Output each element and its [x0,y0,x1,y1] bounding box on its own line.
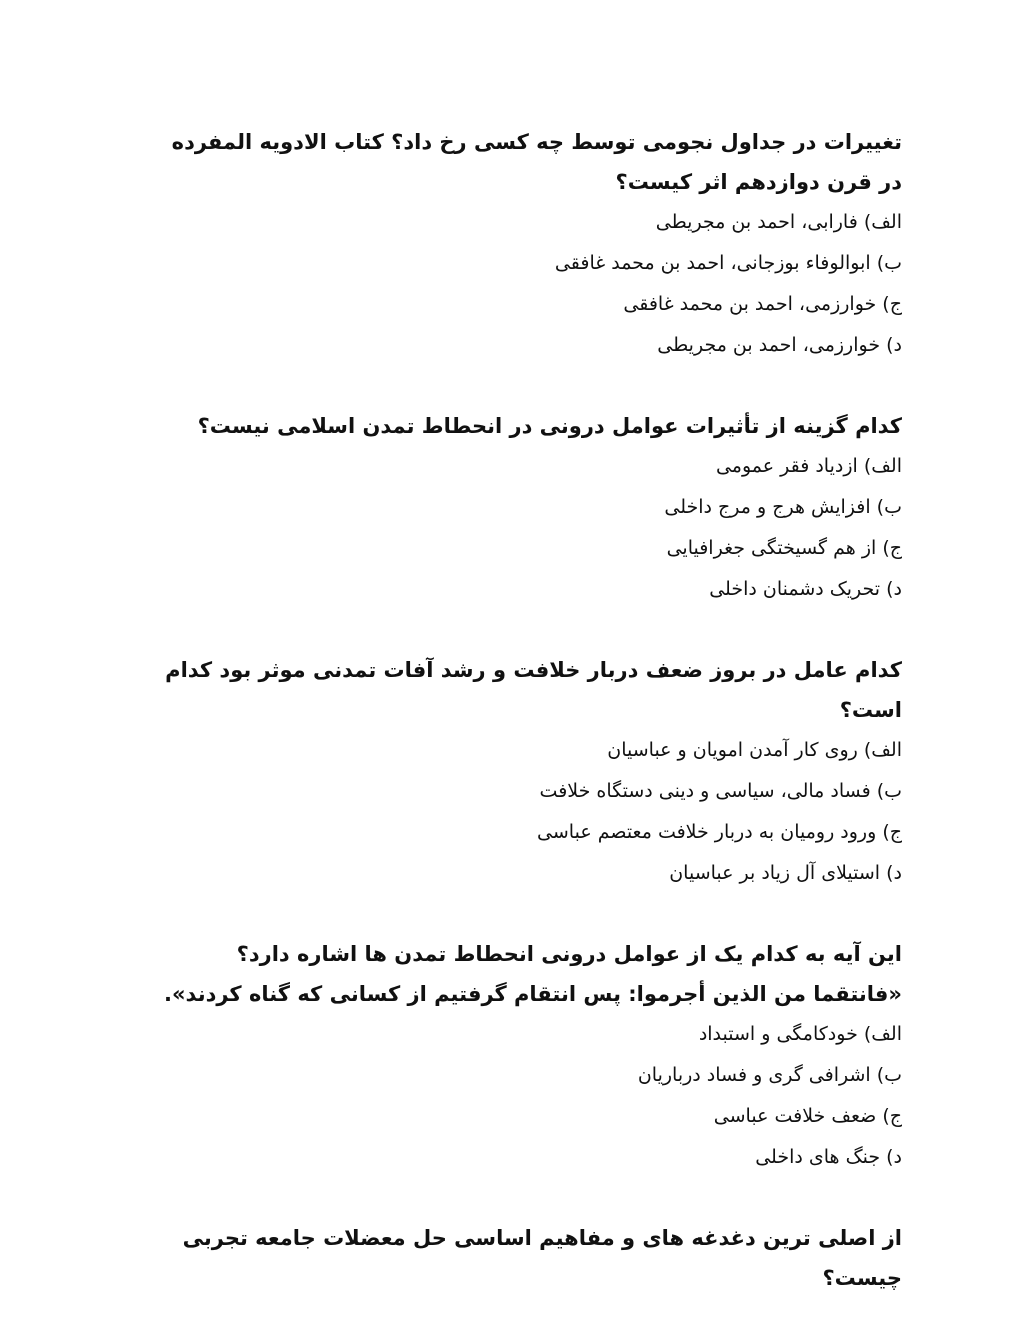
option-be: ب) افزایش هرج و مرج داخلی [664,496,902,518]
question-text: کدام گزینه از تأثیرات عوامل درونی در انحطاط تمدن اسلامی نیست؟ [197,414,902,438]
question-list [162,122,902,1338]
option-be: ب) اشرافی گری و فساد درباریان [637,1064,902,1086]
option-list [162,202,902,366]
question-text: تغییرات در جداول نجومی توسط چه کسی رخ داد؟ کتاب الادویه المفرده در قرن دوازدهم اثر کیست؟ [171,130,902,194]
question-1 [162,122,902,366]
question-2 [162,406,902,610]
option-dal: د) تحریک دشمنان داخلی [709,578,902,600]
option-alef: الف) فارابی، احمد بن مجریطی [655,211,902,233]
question-4 [162,934,902,1178]
option-be: ب) ابوالوفاء بوزجانی، احمد بن محمد غافقی [554,252,902,274]
option-be: ب) فساد مالی، سیاسی و دینی دستگاه خلافت [539,780,902,802]
option-jim: ج) ورود رومیان به دربار خلافت معتصم عباسی [537,821,902,843]
option-alef: الف) روی کار آمدن امویان و عباسیان [607,739,902,761]
question-text: این آیه به کدام یک از عوامل درونی انحطاط تمدن ها اشاره دارد؟ «فانتقما من الذین أجرموا: پس انتقام گرفتیم از کسانی که گناه کردند». [164,942,902,1006]
option-jim: ج) خوارزمی، احمد بن محمد غافقی [623,293,902,315]
question-5 [162,1218,902,1298]
option-list [162,446,902,610]
option-jim: ج) ضعف خلافت عباسی [713,1105,902,1127]
option-list [162,730,902,894]
option-alef: الف) خودکامگی و استبداد [698,1023,902,1045]
option-list [162,1014,902,1178]
question-text: کدام عامل در بروز ضعف دربار خلافت و رشد آفات تمدنی موثر بود کدام است؟ [165,658,902,722]
option-dal: د) استیلای آل زیاد بر عباسیان [669,862,902,884]
question-3 [162,650,902,894]
option-jim: ج) از هم گسیختگی جغرافیایی [666,537,902,559]
question-text: از اصلی ترین دغدغه های و مفاهیم اساسی حل معضلات جامعه تجربی چیست؟ [182,1226,902,1290]
option-dal: د) خوارزمی، احمد بن مجریطی [657,334,902,356]
option-dal: د) جنگ های داخلی [755,1146,902,1168]
option-alef: الف) ازدیاد فقر عمومی [715,455,902,477]
